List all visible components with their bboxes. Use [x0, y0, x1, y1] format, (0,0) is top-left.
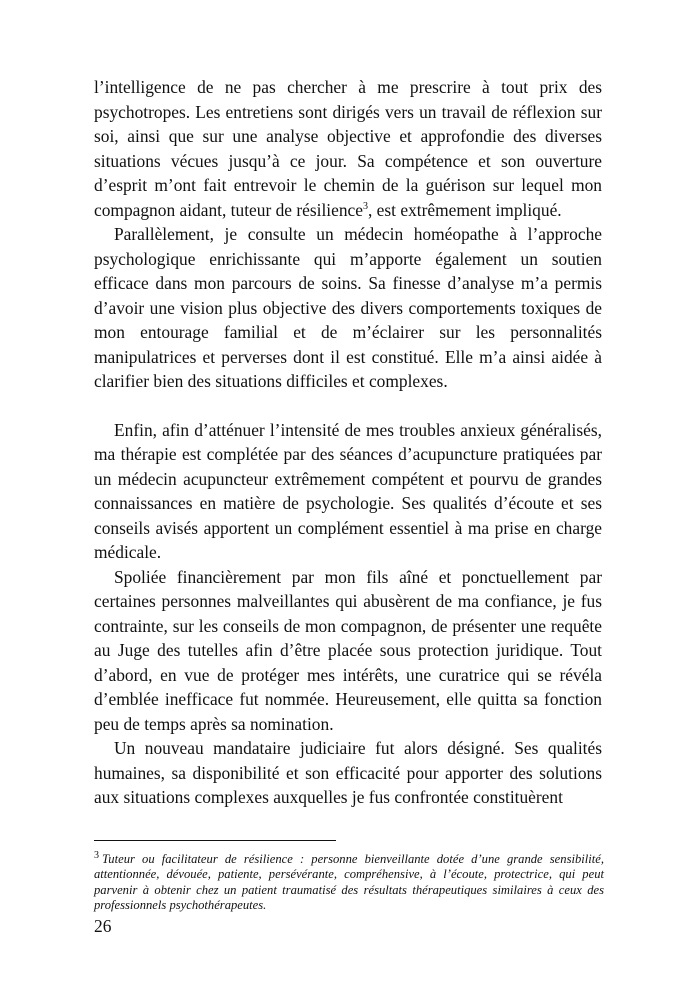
footnote-reference[interactable]: 3 — [362, 200, 368, 212]
footnote-separator — [94, 840, 336, 841]
paragraph-1 — [94, 75, 602, 222]
footnote-number: 3 — [94, 849, 99, 861]
paragraph-3: Enfin, afin d’atténuer l’intensité de mes troubles anxieux généralisés, ma thérapie est complétée par des séances d’acupuncture pratiquées par un médecin acupuncteur extrêmement compétent et pourvu de grandes connaissances en matière de psychologie. Ses qualités d’écoute et ses conseils avisés apportent un complément essentiel à ma prise en charge médicale. — [94, 419, 602, 562]
paragraph-5: Un nouveau mandataire judiciaire fut alors désigné. Ses qualités humaines, sa disponibilité et son efficacité pour apporter des solutions aux situations complexes auxquelles je fus confrontée constituèrent — [94, 738, 602, 807]
paragraph-2: Parallèlement, je consulte un médecin homéopathe à l’approche psychologique enrichissante qui m’apporte également un soutien efficace dans mon parcours de soins. Sa finesse d’analyse m’a permis d’avoir une vision plus objective des divers comportements toxiques de mon entourage familial et de m’éclairer sur les personnalités manipulatrices et perverses dont il est constitué. Elle m’a ainsi aidée à clarifier bien des situations difficiles et complexes. — [94, 224, 602, 391]
paragraph-1-text: l’intelligence de ne pas chercher à me prescrire à tout prix des psychotropes. Les entretiens sont dirigés vers un travail de réflexion sur soi, ainsi que sur une analyse objective et approfondie des diverses situations vécues jusqu’à ce jour. Sa compétence et son ouverture d’esprit m’ont fait entrevoir le chemin de la guérison sur lequel mon compagnon aidant, tuteur de résilience — [94, 77, 602, 220]
paragraph-1-text-end: , est extrêmement impliqué. — [367, 199, 562, 220]
page-body — [94, 75, 602, 810]
footnote — [94, 849, 604, 913]
page-number: 26 — [94, 916, 112, 936]
paragraph-4: Spoliée financièrement par mon fils aîné et ponctuellement par certaines personnes malveillantes qui abusèrent de ma confiance, je fus contrainte, sur les conseils de mon compagnon, de présenter une requête au Juge des tutelles afin d’être placée sous protection juridique. Tout d’abord, en vue de protéger mes intérêts, une curatrice qui se révéla d’emblée inefficace fut nommée. Heureusement, elle quitta sa fonction peu de temps après sa nomination. — [94, 566, 602, 734]
paragraph-spacer — [94, 394, 602, 418]
footnote-text: Tuteur ou facilitateur de résilience : personne bienveillante dotée d’une grande sensibilité, attentionnée, dévouée, patiente, persévérante, compréhensive, à l’écoute, protectrice, qui peut parvenir à obtenir chez un patient traumatisé des résultats thérapeutiques similaires à ceux des professionnels psychothérapeutes. — [94, 852, 604, 912]
